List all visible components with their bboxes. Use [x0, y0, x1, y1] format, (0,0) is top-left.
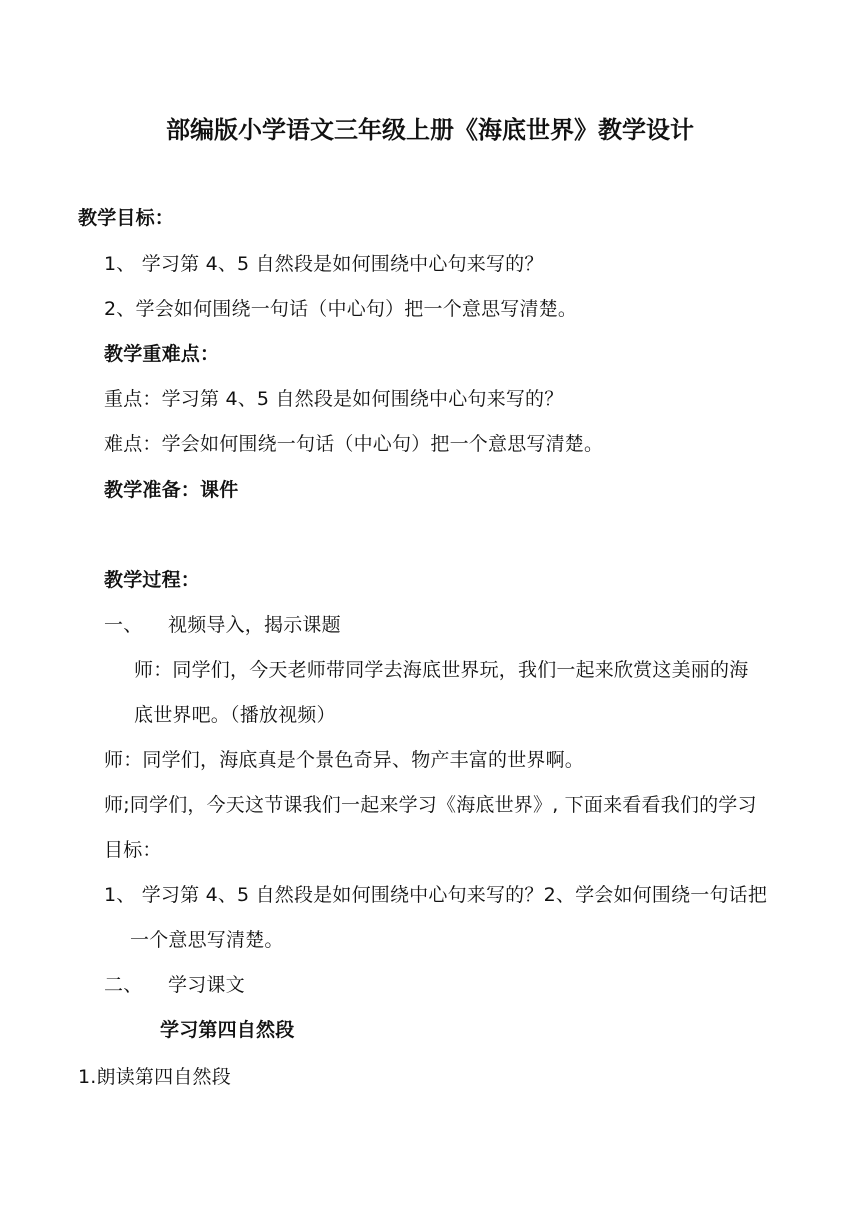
- section-heading-2: [104, 972, 245, 998]
- section-title: 学习课文: [168, 974, 245, 996]
- key-point: 重点：学习第 4、5 自然段是如何围绕中心句来写的？: [104, 388, 564, 410]
- step-1: 1.朗读第四自然段: [78, 1066, 231, 1088]
- paragraph-3-line-2: 目标：: [104, 839, 162, 861]
- paragraph-1-line-1: 师：同学们，今天老师带同学去海底世界玩，我们一起来欣赏这美丽的海: [134, 659, 749, 681]
- paragraph-2: 师：同学们，海底真是个景色奇异、物产丰富的世界啊。: [104, 749, 585, 771]
- goals-heading: 教学目标：: [78, 207, 175, 229]
- section-heading-1: [104, 612, 341, 638]
- subheading: 学习第四自然段: [160, 1019, 295, 1041]
- difficulty-heading: 教学重难点：: [104, 343, 220, 365]
- paragraph-1-line-2: 底世界吧。（播放视频）: [134, 704, 336, 726]
- paragraph-4-line-2: 一个意思写清楚。: [130, 929, 284, 951]
- section-title: 视频导入，揭示课题: [168, 614, 341, 636]
- process-heading: 教学过程：: [104, 569, 201, 591]
- paragraph-4-line-1: 1、 学习第 4、5 自然段是如何围绕中心句来写的？2、学会如何围绕一句话把: [104, 884, 768, 906]
- paragraph-3-line-1: 师;同学们，今天这节课我们一起来学习《海底世界》, 下面来看看我们的学习: [104, 794, 757, 816]
- document-title: 部编版小学语文三年级上册《海底世界》教学设计: [166, 116, 694, 144]
- goal-item-1: 1、 学习第 4、5 自然段是如何围绕中心句来写的？: [104, 253, 544, 275]
- goal-item-2: 2、学会如何围绕一句话（中心句）把一个意思写清楚。: [104, 298, 578, 320]
- difficult-point: 难点：学会如何围绕一句话（中心句）把一个意思写清楚。: [104, 433, 604, 455]
- preparation: 教学准备：课件: [104, 479, 239, 501]
- section-number: 二、: [104, 974, 143, 996]
- section-number: 一、: [104, 614, 143, 636]
